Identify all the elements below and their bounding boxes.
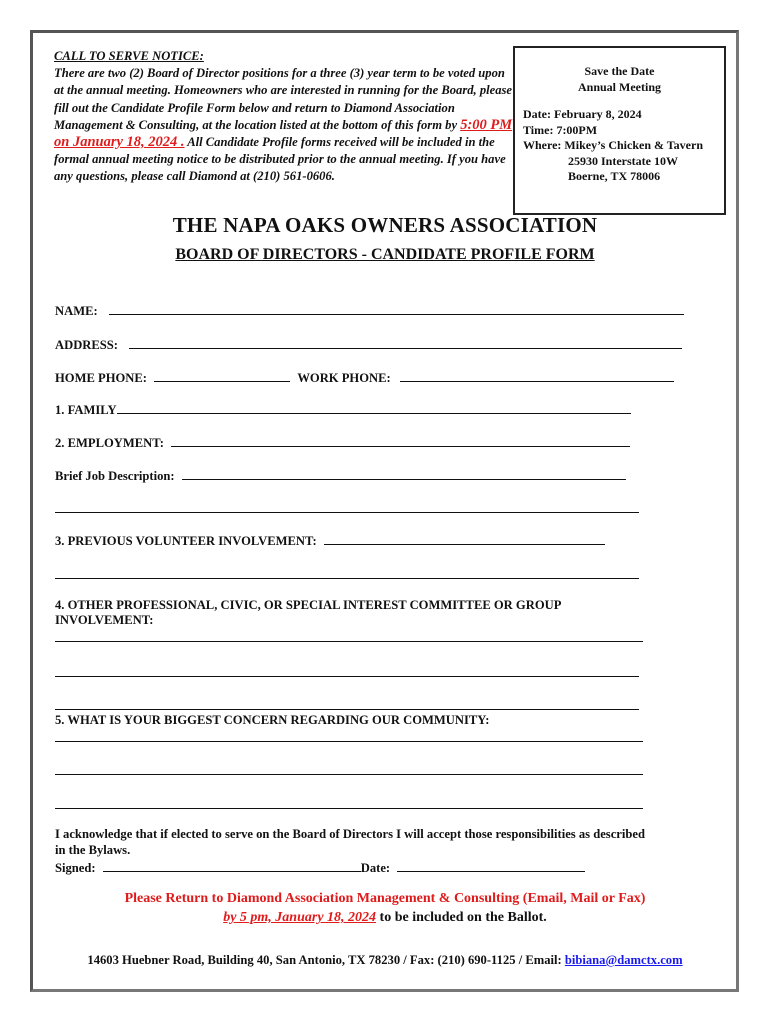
signed-label: Signed: [55, 861, 96, 875]
address-line[interactable] [129, 337, 682, 349]
employment-label: 2. EMPLOYMENT: [55, 436, 164, 450]
notice-deadline: 5:00 PM on January 18, 2024 . [54, 116, 513, 151]
association-title: THE NAPA OAKS OWNERS ASSOCIATION [172, 213, 598, 237]
signature-line[interactable] [103, 860, 361, 872]
acknowledgement [55, 826, 655, 876]
name-field[interactable] [55, 303, 684, 319]
date-label: Date: [360, 861, 391, 875]
volunteer-line-2[interactable] [55, 578, 639, 579]
acknowledgement-text: I acknowledge that if elected to serve on the Board of Directors I will accept those responsibilities as described in the Bylaws. [55, 827, 645, 857]
notice-title: CALL TO SERVE NOTICE: [54, 49, 204, 63]
email-link[interactable]: bibiana@damctx.com [564, 953, 683, 967]
job-description-line[interactable] [182, 468, 626, 480]
job-description-label: Brief Job Description: [55, 469, 175, 483]
meeting-address-2: Boerne, TX 78006 [568, 169, 661, 183]
phone-fields [55, 370, 674, 386]
address-field[interactable] [55, 337, 682, 353]
other-involvement-label: 4. OTHER PROFESSIONAL, CIVIC, OR SPECIAL INTEREST COMMITTEE OR GROUP [55, 598, 562, 612]
return-instruction: Please Return to Diamond Association Management & Consulting (Email, Mail or Fax) [124, 891, 646, 906]
meeting-date: Date: February 8, 2024 [523, 107, 642, 121]
address-label: ADDRESS: [55, 338, 118, 352]
home-phone-label: HOME PHONE: [55, 371, 147, 385]
meeting-time: Time: 7:00PM [523, 122, 598, 137]
concern-line-1[interactable] [55, 741, 643, 742]
concern-field [55, 713, 489, 728]
footer-address: 14603 Huebner Road, Building 40, San Antonio, TX 78230 / Fax: (210) 690-1125 / Email: [87, 953, 565, 967]
concern-line-2[interactable] [55, 774, 643, 775]
meeting-address-1: 25930 Interstate 10W [568, 153, 678, 168]
name-line[interactable] [109, 303, 684, 315]
concern-line-3[interactable] [55, 808, 643, 809]
job-description-line-2[interactable] [55, 512, 639, 513]
notice-body-end: All Candidate Profile forms received will be included in the formal annual meeting notice to be distributed prior to the annual meeting. If you have any questions, please call Diamond at (210) 561-0606. [54, 135, 506, 184]
volunteer-line[interactable] [324, 533, 605, 545]
family-label: 1. FAMILY [55, 403, 117, 417]
volunteer-label: 3. PREVIOUS VOLUNTEER INVOLVEMENT: [55, 534, 317, 548]
save-the-date-box [513, 46, 726, 215]
date-line[interactable] [397, 860, 585, 872]
notice-body: There are two (2) Board of Director positions for a three (3) year term to be voted upon at the annual meeting. Homeowners who are interested in running for the Board, please fill out the Candidate Profile Form below and return to Diamond Association Management & Consulting, at the location listed at the bottom of this form by [54, 66, 512, 132]
other-involvement-label-2: INVOLVEMENT: [55, 613, 154, 627]
other-involvement-line-1[interactable] [55, 641, 643, 642]
name-label: NAME: [55, 304, 98, 318]
other-involvement-field [55, 598, 561, 628]
signature-row [55, 860, 655, 876]
family-field[interactable] [55, 402, 631, 418]
work-phone-label: WORK PHONE: [297, 371, 391, 385]
concern-label: 5. WHAT IS YOUR BIGGEST CONCERN REGARDING OUR COMMUNITY: [55, 713, 490, 727]
other-involvement-line-3[interactable] [55, 709, 639, 710]
family-line[interactable] [117, 402, 631, 414]
save-the-date-heading: Save the Date [584, 64, 655, 78]
home-phone-line[interactable] [154, 370, 290, 382]
job-description-field[interactable] [55, 468, 626, 484]
footer-contact [0, 953, 770, 968]
call-to-serve-notice [54, 48, 514, 186]
work-phone-line[interactable] [400, 370, 674, 382]
annual-meeting-heading: Annual Meeting [577, 79, 661, 94]
return-deadline: by 5 pm, January 18, 2024 [223, 910, 377, 925]
other-involvement-line-2[interactable] [55, 676, 639, 677]
return-deadline-row [0, 910, 770, 926]
meeting-location: Where: Mikey’s Chicken & Tavern [523, 138, 703, 152]
employment-field[interactable] [55, 435, 630, 451]
return-ballot-text: to be included on the Ballot. [376, 910, 547, 925]
employment-line[interactable] [171, 435, 630, 447]
form-title: BOARD OF DIRECTORS - CANDIDATE PROFILE FORM [175, 246, 595, 263]
volunteer-field[interactable] [55, 533, 605, 549]
